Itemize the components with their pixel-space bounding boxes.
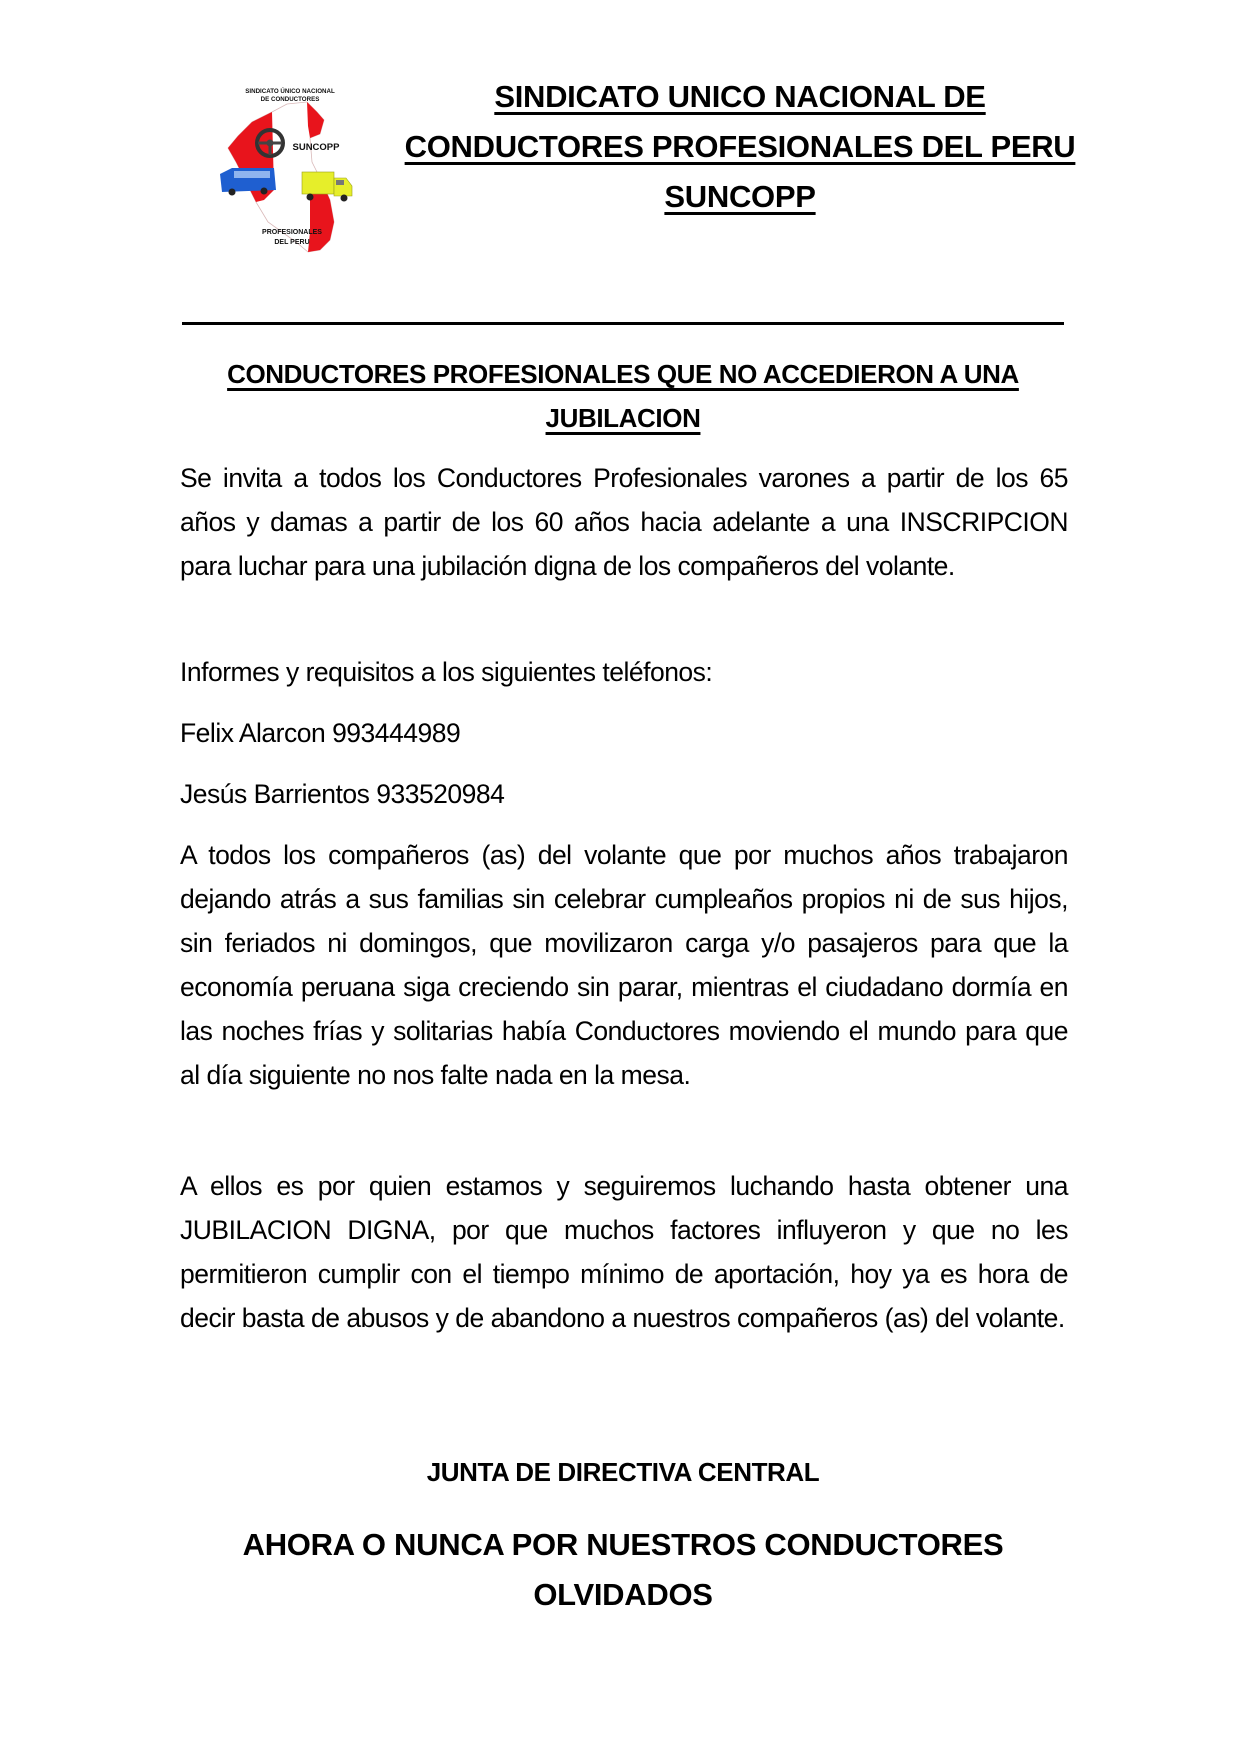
title-line-1: SINDICATO UNICO NACIONAL DE xyxy=(494,79,986,114)
document-subtitle xyxy=(182,352,1064,440)
logo-bottom-text-2: DEL PERU xyxy=(274,239,310,246)
slogan-line-2: OLVIDADOS xyxy=(533,1577,713,1612)
signature-junta: JUNTA DE DIRECTIVA CENTRAL xyxy=(426,1457,820,1487)
commitment-paragraph: A ellos es por quien estamos y seguiremos luchando hasta obtener una JUBILACION DIGNA, por que muchos factores influyeron y que no les permitieron cumplir con el tiempo mínimo de aportación, hoy ya es hora de decir basta de abusos y de abandono a nuestros compañeros (as) del volante. xyxy=(180,1171,1068,1333)
suncopp-logo xyxy=(212,82,368,266)
logo-top-text-2: DE CONDUCTORES xyxy=(260,96,320,103)
logo-bottom-text: PROFESIONALES xyxy=(262,229,322,236)
slogan-line-1: AHORA O NUNCA POR NUESTROS CONDUCTORES xyxy=(242,1527,1004,1562)
subtitle-line-1: CONDUCTORES PROFESIONALES QUE NO ACCEDIERON A UNA xyxy=(227,359,1019,389)
organization-title xyxy=(395,72,1085,222)
logo-center-text: SUNCOPP xyxy=(292,142,340,153)
logo-top-text: SINDICATO ÚNICO NACIONAL xyxy=(245,88,335,95)
closing-slogan xyxy=(182,1520,1064,1620)
tribute-paragraph: A todos los compañeros (as) del volante que por muchos años trabajaron dejando atrás a sus familias sin celebrar cumpleaños propios ni de sus hijos, sin feriados ni domingos, que movilizaron carga y/o pasajeros para que la economía peruana siga creciendo sin parar, mientras el ciudadano dormía en las noches frías y solitarias había Conductores moviendo el mundo para que al día siguiente no nos falte nada en la mesa. xyxy=(180,840,1068,1090)
contact-jesus-barrientos: Jesús Barrientos 933520984 xyxy=(180,779,505,809)
information-paragraph: Informes y requisitos a los siguientes teléfonos: xyxy=(180,657,713,687)
contact-felix-alarcon: Felix Alarcon 993444989 xyxy=(180,718,461,748)
title-line-3: SUNCOPP xyxy=(664,179,816,214)
title-line-2: CONDUCTORES PROFESIONALES DEL PERU xyxy=(404,129,1076,164)
invitation-paragraph: Se invita a todos los Conductores Profesionales varones a partir de los 65 años y damas a partir de los 60 años hacia adelante a una INSCRIPCION para luchar para una jubilación digna de los compañeros del volante. xyxy=(180,463,1068,581)
horizontal-divider xyxy=(182,322,1064,325)
subtitle-line-2: JUBILACION xyxy=(545,403,701,433)
